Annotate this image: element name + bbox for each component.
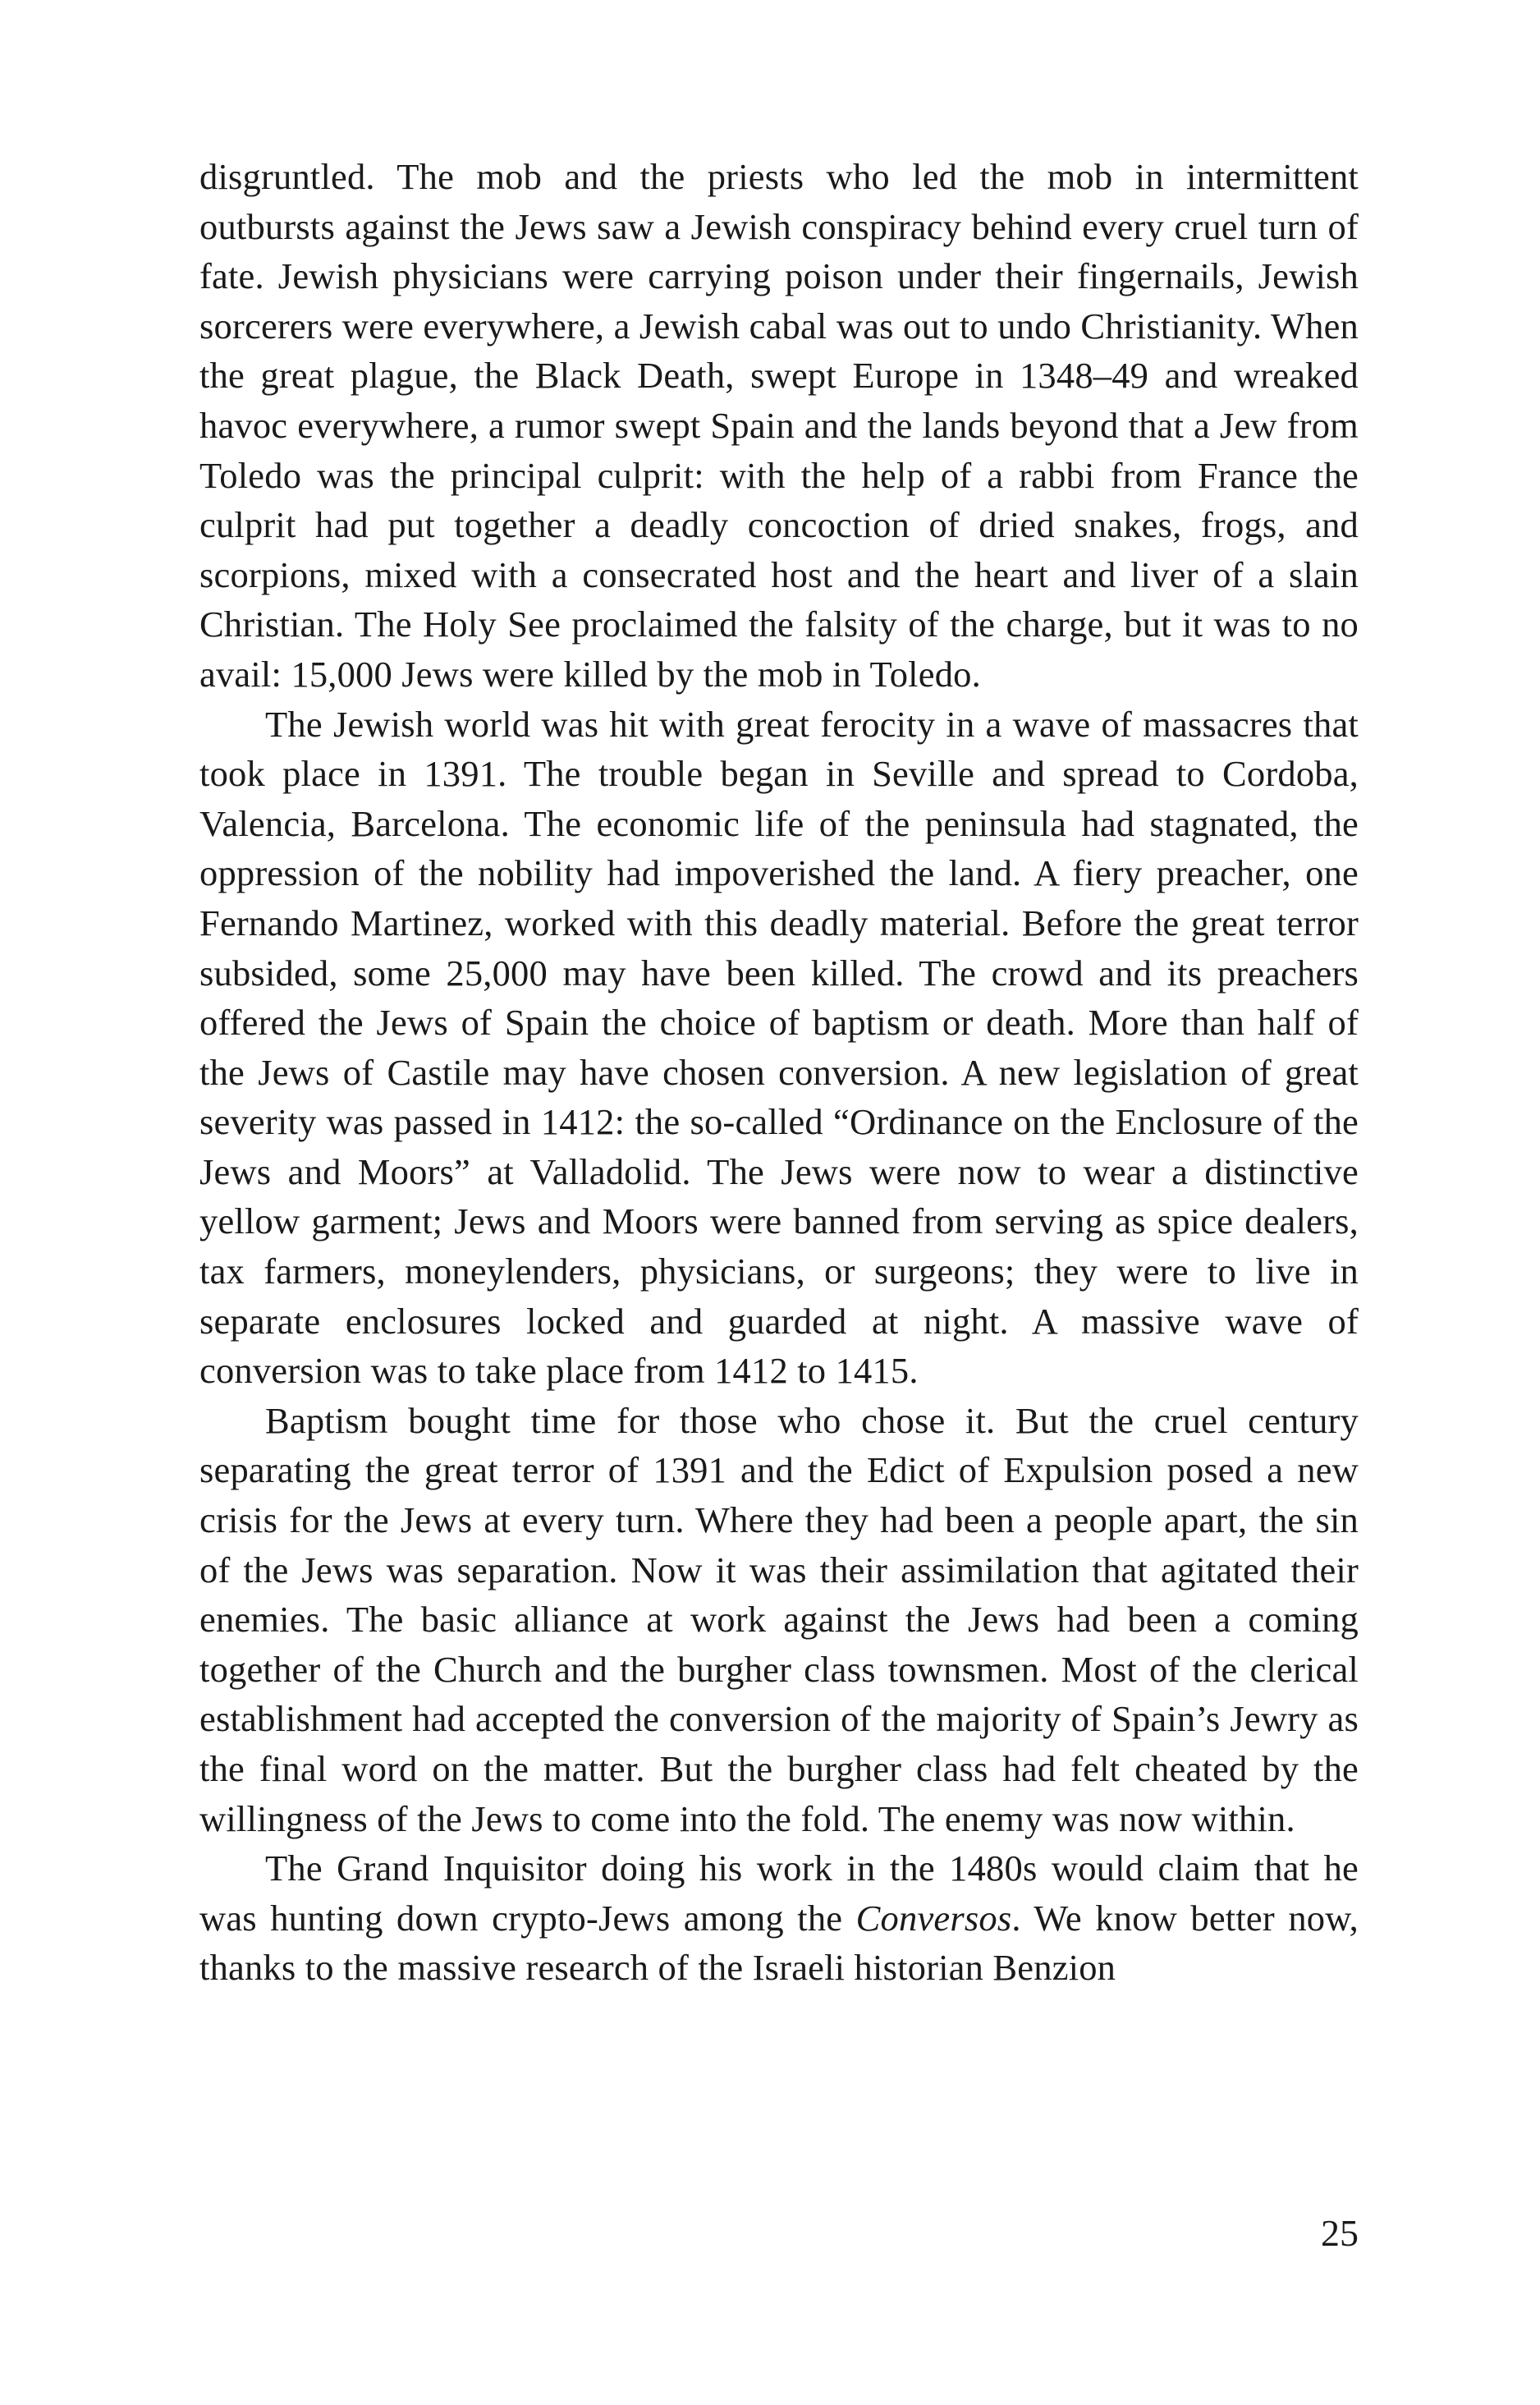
paragraph (199, 700, 1359, 1396)
paragraph-text: . We know better now, thanks to the massive research of the Israeli historian Benzion (199, 1897, 1359, 1989)
paragraph-text: The Jewish world was hit with great ferocity in a wave of massacres that took place in 1391. The trouble began in Seville and spread to Cordoba, Valencia, Barcelona. The economic life of the peninsula had stagnated, the oppression of the nobility had impoverished the land. A fiery preacher, one Fernando Martinez, worked with this deadly material. Before the great terror subsided, some 25,000 may have been killed. The crowd and its preachers offered the Jews of Spain the choice of baptism or death. More than half of the Jews of Castile may have chosen conversion. A new legislation of great severity was passed in 1412: the so-called “Ordinance on the Enclosure of the Jews and Moors” at Valladolid. The Jews were now to wear a distinctive yellow garment; Jews and Moors were banned from serving as spice dealers, tax farmers, moneylenders, physicians, or surgeons; they were to live in separate enclosures locked and guarded at night. A massive wave of conversion was to take place from 1412 to 1415. (199, 703, 1359, 1392)
paragraph (199, 1396, 1359, 1843)
italic-term: Conversos (855, 1897, 1012, 1939)
paragraph-text: Baptism bought time for those who chose it. But the cruel century separating the great terror of 1391 and the Edict of Expulsion posed a new crisis for the Jews at every turn. Where they had been a people apart, the sin of the Jews was separation. Now it was their assimilation that agitated their enemies. The basic alliance at work against the Jews had been a coming together of the Church and the burgher class townsmen. Most of the clerical establishment had accepted the conversion of the majority of Spain’s Jewry as the final word on the matter. But the burgher class had felt cheated by the willingness of the Jews to come into the fold. The enemy was now within. (199, 1399, 1359, 1839)
paragraph (199, 152, 1359, 700)
paragraph (199, 1843, 1359, 1993)
paragraph-text: disgruntled. The mob and the priests who led the mob in intermittent outbursts against the Jews saw a Jewish conspiracy behind every cruel turn of fate. Jewish physicians were carrying poison under their fingernails, Jewish sorcerers were everywhere, a Jewish cabal was out to undo Christianity. When the great plague, the Black Death, swept Europe in 1348–49 and wreaked havoc everywhere, a rumor swept Spain and the lands beyond that a Jew from Toledo was the principal culprit: with the help of a rabbi from France the culprit had put together a deadly concoction of dried snakes, frogs, and scorpions, mixed with a consecrated host and the heart and liver of a slain Christian. The Holy See proclaimed the falsity of the charge, but it was to no avail: 15,000 Jews were killed by the mob in Toledo. (199, 156, 1359, 695)
paragraph-text: The Grand Inquisitor doing his work in the 1480s would claim that he was hunting down crypto-Jews among the (199, 1847, 1359, 1939)
body-text (199, 152, 1359, 1993)
page-number: 25 (1321, 2212, 1359, 2254)
